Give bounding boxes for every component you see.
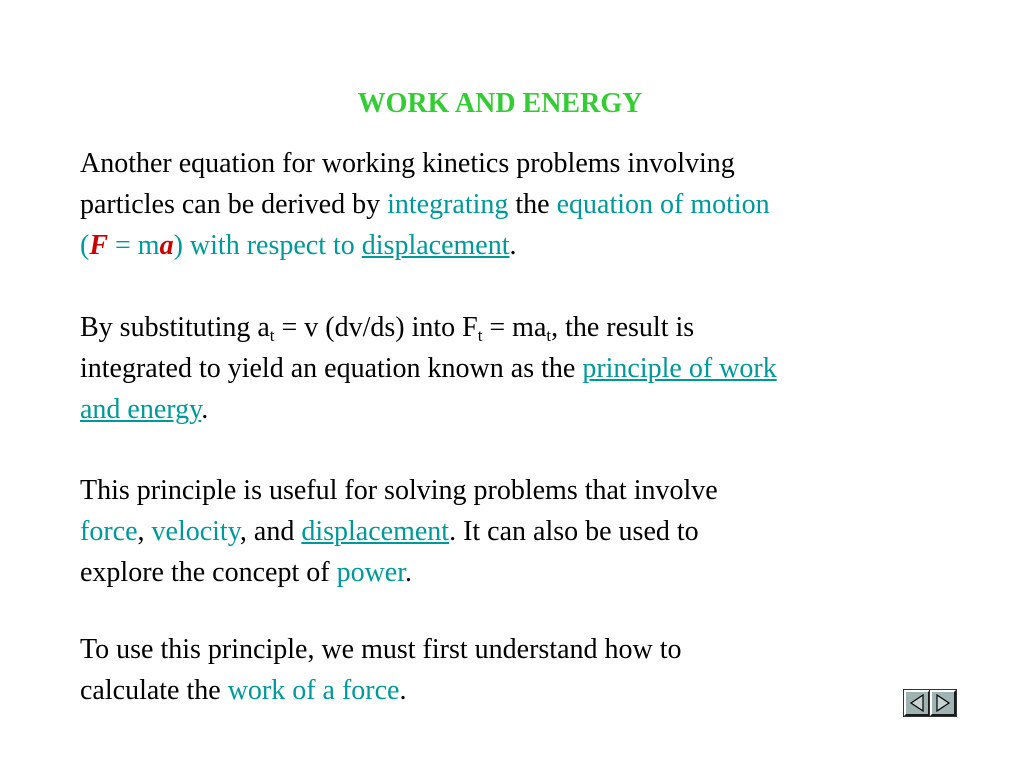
- text: particles can be derived by: [80, 189, 388, 220]
- link-force[interactable]: force: [80, 516, 138, 547]
- text: ,: [137, 516, 152, 547]
- link-equation-of-motion[interactable]: equation of motion: [556, 189, 770, 220]
- link-principle-of-work-and-energy[interactable]: and energy: [80, 394, 202, 425]
- paragraph-line: [80, 670, 960, 711]
- text: Another equation for working kinetics problems involving: [80, 148, 735, 179]
- link-velocity[interactable]: velocity: [151, 516, 240, 547]
- text: integrated to yield an equation known as the: [80, 353, 583, 384]
- text: ) with respect to: [173, 230, 362, 261]
- text: = v (dv/ds) into F: [274, 312, 478, 343]
- paragraph-line: [80, 348, 960, 389]
- link-power[interactable]: power: [336, 557, 405, 588]
- text: explore the concept of: [80, 557, 337, 588]
- text: .: [509, 230, 517, 261]
- link-work-of-a-force[interactable]: work of a force: [227, 675, 400, 706]
- slide-title: WORK AND ENERGY: [357, 88, 643, 119]
- text: , and: [239, 516, 302, 547]
- paragraph-line: [80, 511, 960, 552]
- paragraph-substitution: [80, 307, 960, 430]
- text: = ma: [482, 312, 547, 343]
- paragraph-line: [80, 307, 960, 348]
- paragraph-line: [80, 389, 960, 430]
- slide-navigation: [904, 690, 956, 716]
- link-integrating[interactable]: integrating: [387, 189, 509, 220]
- text: .: [405, 557, 412, 588]
- text: .: [399, 675, 407, 706]
- subscript: t: [477, 326, 483, 346]
- text: calculate the: [80, 675, 228, 706]
- link-principle-of-work-and-energy[interactable]: principle of work: [582, 353, 777, 384]
- text: By substituting a: [80, 312, 270, 343]
- paragraph-usefulness: [80, 470, 960, 593]
- paragraph-line: [80, 184, 960, 225]
- previous-slide-button[interactable]: [904, 690, 930, 716]
- next-slide-button[interactable]: [930, 690, 956, 716]
- text: the: [508, 189, 557, 220]
- text: = m: [108, 230, 160, 261]
- text: , the result is: [551, 312, 695, 343]
- paragraph-line: [80, 143, 960, 184]
- text: This principle is useful for solving problems that involve: [80, 475, 718, 506]
- link-displacement[interactable]: displacement: [361, 230, 510, 261]
- paragraph-line: [80, 552, 960, 593]
- text: (: [80, 230, 90, 261]
- triangle-left-icon: [909, 694, 925, 712]
- subscript: t: [546, 326, 552, 346]
- text: .: [201, 394, 209, 425]
- triangle-right-icon: [935, 694, 951, 712]
- paragraph-line: [80, 470, 960, 511]
- force-symbol: F: [89, 230, 109, 261]
- text: To use this principle, we must first understand how to: [80, 634, 682, 665]
- text: . It can also be used to: [449, 516, 699, 547]
- paragraph-intro: [80, 143, 960, 266]
- paragraph-next-step: [80, 629, 960, 711]
- link-displacement[interactable]: displacement: [301, 516, 450, 547]
- acceleration-symbol: a: [159, 230, 174, 261]
- subscript: t: [269, 326, 275, 346]
- paragraph-line: [80, 629, 960, 670]
- paragraph-line: [80, 225, 960, 266]
